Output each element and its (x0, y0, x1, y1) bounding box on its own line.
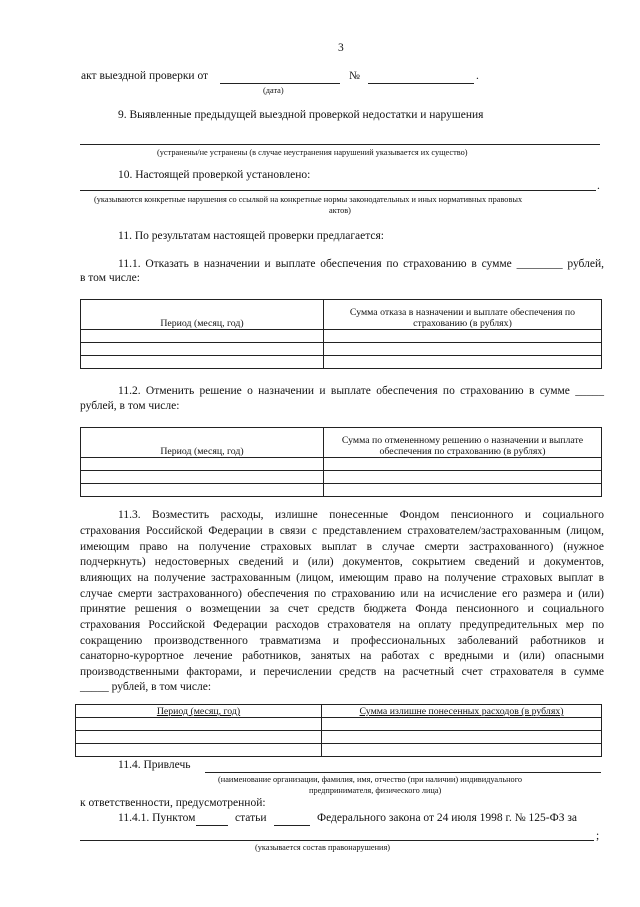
table-row (76, 731, 602, 744)
item11-3-line-10: санаторно-курортное лечение работников, занятых на работах с вредными и (или) опасными (80, 650, 604, 662)
item11-text: 11. По результатам настоящей проверки предлагается: (118, 230, 384, 242)
item11-4-1-p1: 11.4.1. Пунктом (118, 812, 196, 824)
item11-4-1-point-field (196, 825, 228, 826)
item11-4-text: 11.4. Привлечь (118, 759, 191, 771)
act-number-field (368, 83, 474, 84)
item11-3-line-9: сокращению производственного травматизма и профессиональных заболеваний работников и (80, 635, 604, 647)
item11-4-caption-1: (наименование организации, фамилия, имя, отчество (при наличии) индивидуального (218, 775, 523, 784)
item11-4-1-p2: статьи (235, 812, 267, 824)
table-row (81, 471, 602, 484)
item11-2-line2: рублей, в том числе: (80, 400, 180, 412)
act-date-field (220, 83, 340, 84)
item11-3-line-6: случае смерти застрахованного) обеспечения по страхованию или на исчисление его размера и (или) (80, 588, 604, 600)
item11-3-line-8: страхования Российской Федерации расходов страхователя на оплату предупредительных мер по (80, 619, 604, 631)
item10-caption-1: (указываются конкретные нарушения со ссылкой на конкретные нормы законодательных и иных нормативных правовых (94, 195, 523, 204)
item11-3-line-1: 11.3. Возместить расходы, излишне понесенные Фондом пенсионного и социального (118, 509, 604, 521)
item11-3-line-5: влияющих на получение застрахованным (лицом, имеющим право на получение страховых выплат в (80, 572, 604, 584)
item10-field (80, 190, 596, 191)
act-number-label: № (349, 70, 360, 82)
table-row (81, 343, 602, 356)
item11-4-caption-2: предпринимателя, физического лица) (309, 786, 442, 795)
act-line-end: . (476, 70, 479, 82)
item11-3-line-3: имеющим право на получение страховых выплат в случае смерти застрахованного) (нужное (80, 541, 604, 553)
item11-4-1-article-field (274, 825, 310, 826)
item10-caption-2: актов) (329, 206, 351, 215)
item11-4-1-field (80, 840, 594, 841)
table-11-3-header-period: Период (месяц, год) (76, 705, 322, 718)
table-11-3-header-sum: Сумма излишне понесенных расходов (в рублях) (322, 705, 602, 718)
item11-4-responsibility: к ответственности, предусмотренной: (80, 797, 266, 809)
act-line-prefix: акт выездной проверки от (81, 70, 209, 82)
item9-caption: (устранены/не устранены (в случае неустранения нарушений указывается их существо) (157, 148, 468, 157)
table-11-2-header-period: Период (месяц, год) (81, 428, 324, 458)
table-row (81, 330, 602, 343)
table-row (81, 356, 602, 369)
table-11-2 (80, 427, 602, 497)
item11-3-line-7: принятие решения о возмещении за счет средств бюджета Фонда пенсионного и социального (80, 603, 604, 615)
table-row (76, 718, 602, 731)
table-row (81, 484, 602, 497)
item11-4-1-p3: Федерального закона от 24 июля 1998 г. № 125-ФЗ за (317, 812, 578, 824)
item11-3-line-2: страхования Российской Федерации в связи с представлением страхователем/застрахованным (лицом, (80, 525, 604, 537)
item9-field (80, 144, 600, 145)
table-11-2-header-sum: Сумма по отмененному решению о назначении и выплате обеспечения по страхованию (в рублях) (324, 428, 602, 458)
table-11-1 (80, 299, 602, 369)
table-11-3 (75, 704, 602, 757)
table-11-1-header-period: Период (месяц, год) (81, 300, 324, 330)
item10-end: . (597, 180, 600, 192)
item9-text: 9. Выявленные предыдущей выездной проверкой недостатки и нарушения (118, 109, 484, 121)
table-11-1-header-sum: Сумма отказа в назначении и выплате обеспечения по страхованию (в рублях) (324, 300, 602, 330)
item11-4-field (205, 772, 601, 773)
item11-4-1-end: ; (596, 830, 600, 842)
item11-3-line-11: производственными факторами, и перечислении средств на расчетный счет страхователя в сумме (80, 666, 604, 678)
act-date-caption: (дата) (263, 86, 284, 95)
item11-4-1-caption: (указывается состав правонарушения) (255, 843, 391, 852)
item11-1-line1: 11.1. Отказать в назначении и выплате обеспечения по страхованию в сумме ________ рублей, (118, 258, 604, 270)
table-row (81, 458, 602, 471)
page-number: 3 (338, 42, 344, 54)
item11-2-line1: 11.2. Отменить решение о назначении и выплате обеспечения по страхованию в сумме _____ (118, 385, 604, 397)
item11-3-line-4: подчеркнуть) недостоверных сведений и (или) документов, сокрытием сведений и документов, (80, 556, 604, 568)
item10-text: 10. Настоящей проверкой установлено: (118, 169, 311, 181)
table-row (76, 744, 602, 757)
item11-3-line-12: _____ рублей, в том числе: (80, 681, 212, 693)
item11-1-line2: в том числе: (80, 272, 140, 284)
